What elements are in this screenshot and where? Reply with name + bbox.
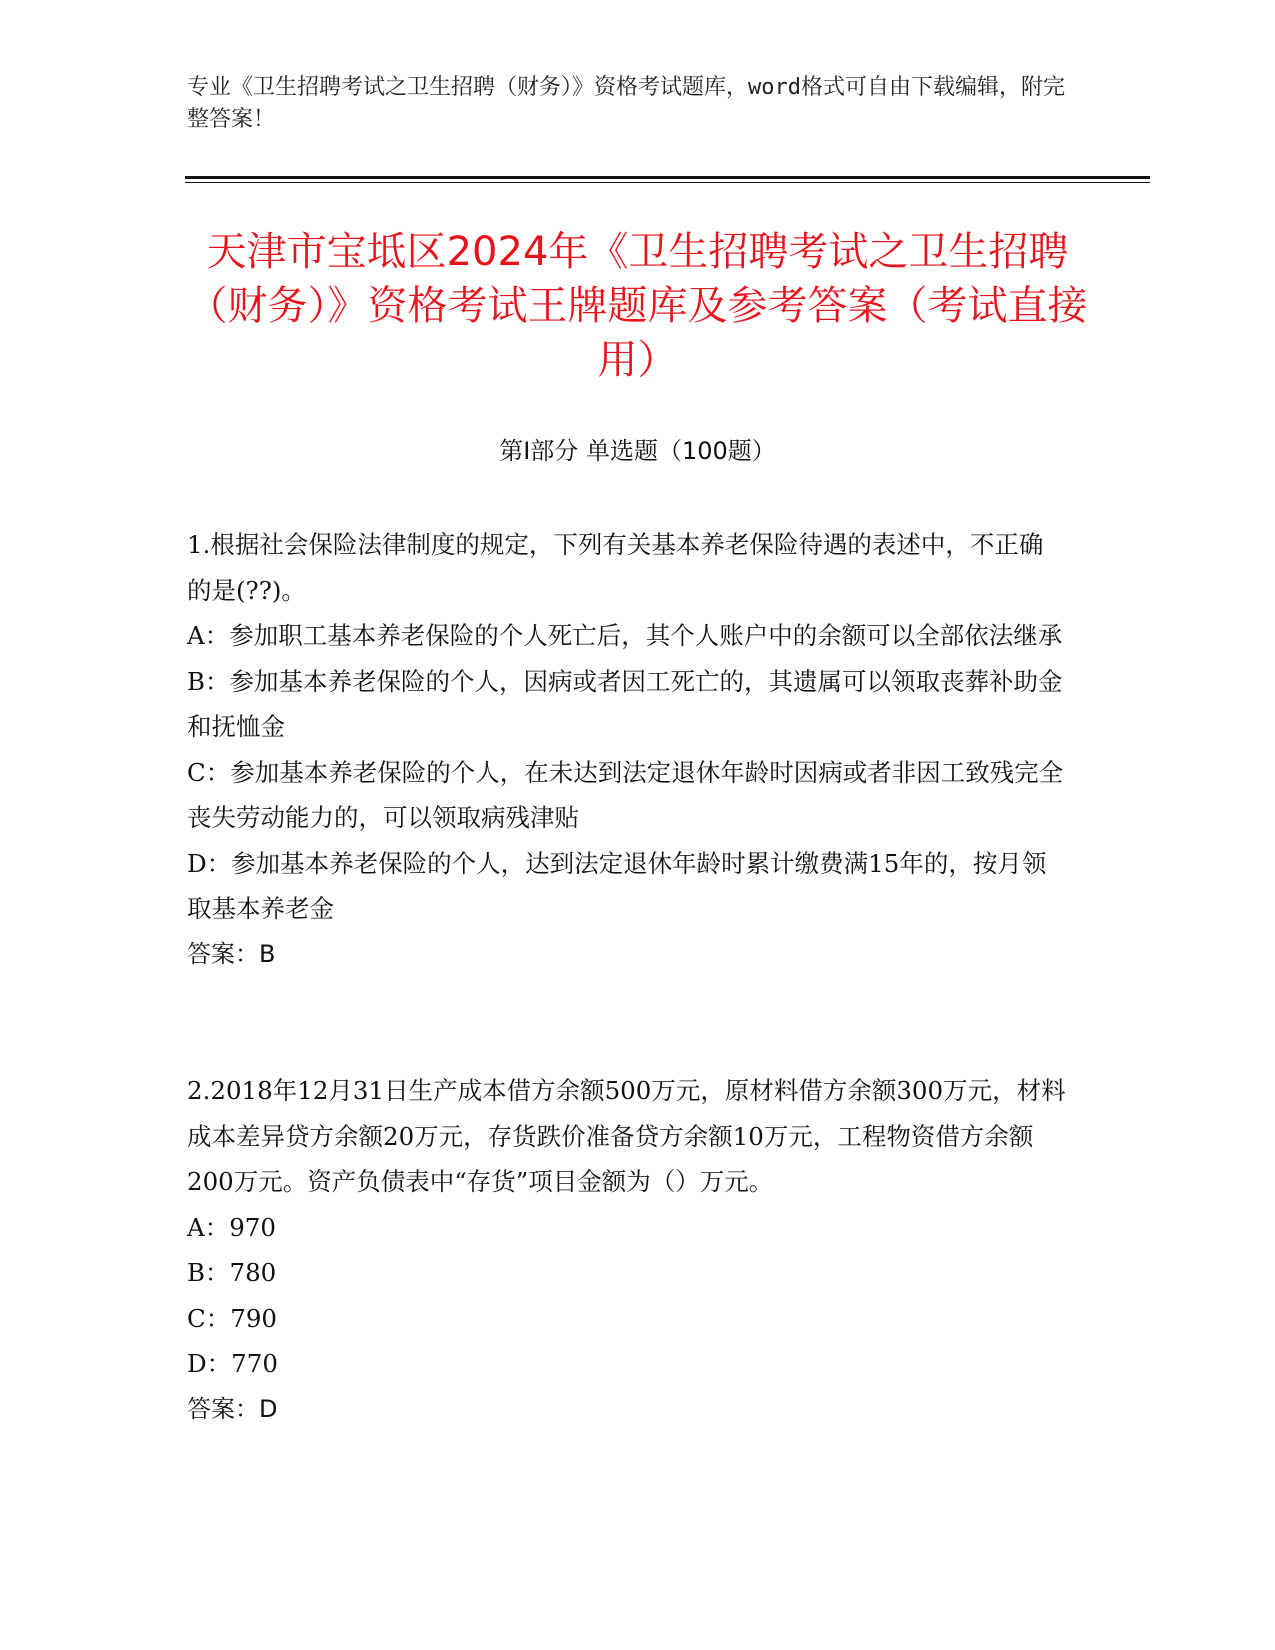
option-a: A：参加职工基本养老保险的个人死亡后，其个人账户中的余额可以全部依法继承: [187, 621, 1063, 650]
answer-line: 答案：D: [187, 1394, 278, 1423]
question-2: [187, 1068, 1067, 1432]
option-d: D：770: [187, 1349, 278, 1378]
question-stem: 2.2018年12月31日生产成本借方余额500万元，原材料借方余额300万元，材料成本差异贷方余额20万元，存货跌价准备贷方余额10万元，工程物资借方余额200万元。资产负债表中“存货”项目金额为（）万元。: [187, 1076, 1066, 1196]
option-b: B：780: [187, 1258, 277, 1287]
question-stem: 1.根据社会保险法律制度的规定，下列有关基本养老保险待遇的表述中，不正确的是(??)。: [187, 530, 1044, 605]
option-a: A：970: [187, 1212, 276, 1242]
header-rule-thick: [185, 176, 1150, 179]
option-d: D：参加基本养老保险的个人，达到法定退休年龄时累计缴费满15年的，按月领取基本养老金: [187, 848, 1047, 923]
question-1: [187, 522, 1067, 977]
option-c: C：参加基本养老保险的个人，在未达到法定退休年龄时因病或者非因工致残完全丧失劳动能力的，可以领取病残津贴: [187, 757, 1064, 832]
answer-line: 答案：B: [187, 939, 276, 968]
header-rule-thin: [185, 182, 1150, 183]
document-title: 天津市宝坻区2024年《卫生招聘考试之卫生招聘（财务）》资格考试王牌题库及参考答案（考试直接用）: [187, 229, 1088, 383]
option-c: C：790: [187, 1303, 278, 1333]
header-note: 专业《卫生招聘考试之卫生招聘（财务）》资格考试题库，word格式可自由下载编辑，附完整答案！: [187, 75, 1065, 132]
option-b: B：参加基本养老保险的个人，因病或者因工死亡的，其遗属可以领取丧葬补助金和抚恤金: [187, 666, 1063, 741]
section-heading: 第I部分 单选题（100题）: [499, 437, 776, 465]
